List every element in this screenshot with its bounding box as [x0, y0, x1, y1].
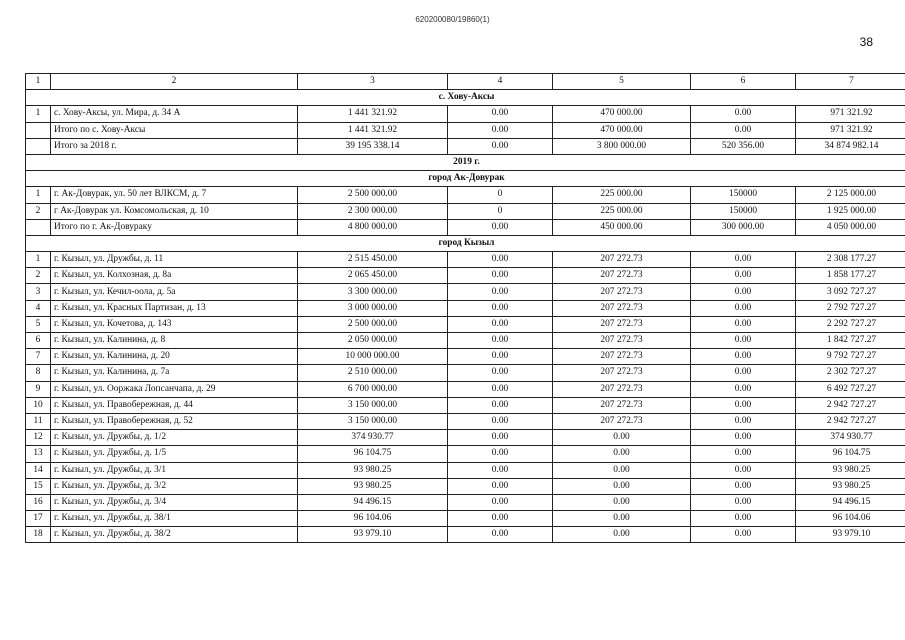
col4-cell: 0.00 [448, 300, 553, 316]
col7-cell: 6 492 727.27 [796, 381, 905, 397]
col4-cell: 0 [448, 203, 553, 219]
col4-cell: 0.00 [448, 349, 553, 365]
section-row [26, 171, 905, 187]
col5-cell: 207 272.73 [553, 333, 691, 349]
row-number-cell: 1 [26, 106, 51, 122]
col6-cell: 0.00 [691, 300, 796, 316]
col5-cell: 0.00 [553, 462, 691, 478]
table-row [26, 430, 905, 446]
col4-cell: 0.00 [448, 462, 553, 478]
table-row [26, 349, 905, 365]
col4-cell: 0.00 [448, 413, 553, 429]
address-cell: с. Хову-Аксы, ул. Мира, д. 34 А [51, 106, 298, 122]
table-row [26, 527, 905, 543]
table-row [26, 462, 905, 478]
col5-cell: 225 000.00 [553, 203, 691, 219]
address-cell: г. Кызыл, ул. Дружбы, д. 3/1 [51, 462, 298, 478]
col3-cell: 1 441 321.92 [298, 106, 448, 122]
col3-cell: 39 195 338.14 [298, 138, 448, 154]
page-number: 38 [859, 35, 873, 49]
address-cell: г. Кызыл, ул. Дружбы, д. 11 [51, 252, 298, 268]
col6-cell: 0.00 [691, 349, 796, 365]
row-number-cell: 9 [26, 381, 51, 397]
data-table [25, 73, 905, 543]
col7-cell: 4 050 000.00 [796, 219, 905, 235]
row-number-cell: 1 [26, 187, 51, 203]
col3-cell: 3 300 000.00 [298, 284, 448, 300]
row-number-cell [26, 219, 51, 235]
col3-cell: 96 104.06 [298, 511, 448, 527]
table-row [26, 316, 905, 332]
col6-cell: 0.00 [691, 413, 796, 429]
address-cell: г. Кызыл, ул. Кочетова, д. 143 [51, 316, 298, 332]
col3-cell: 1 441 321.92 [298, 122, 448, 138]
col7-cell: 96 104.75 [796, 446, 905, 462]
address-cell: г. Ак-Довурак, ул. 50 лет ВЛКСМ, д. 7 [51, 187, 298, 203]
col7-cell: 2 125 000.00 [796, 187, 905, 203]
header-row [26, 74, 905, 90]
col3-cell: 93 980.25 [298, 462, 448, 478]
col6-cell: 0.00 [691, 268, 796, 284]
col6-cell: 0.00 [691, 381, 796, 397]
col6-cell: 0.00 [691, 252, 796, 268]
address-cell: г. Кызыл, ул. Ооржака Лопсанчапа, д. 29 [51, 381, 298, 397]
address-cell: г. Кызыл, ул. Дружбы, д. 38/2 [51, 527, 298, 543]
row-number-cell: 3 [26, 284, 51, 300]
section-title: город Кызыл [26, 235, 905, 251]
table-row [26, 397, 905, 413]
row-number-cell: 14 [26, 462, 51, 478]
col6-cell: 0.00 [691, 527, 796, 543]
col5-cell: 0.00 [553, 527, 691, 543]
table-row [26, 300, 905, 316]
col5-cell: 207 272.73 [553, 252, 691, 268]
col4-cell: 0.00 [448, 268, 553, 284]
table-row [26, 478, 905, 494]
col3-cell: 2 500 000.00 [298, 316, 448, 332]
row-number-cell: 11 [26, 413, 51, 429]
col3-cell: 2 065 450.00 [298, 268, 448, 284]
col3-cell: 96 104.75 [298, 446, 448, 462]
row-number-cell: 17 [26, 511, 51, 527]
row-number-cell: 7 [26, 349, 51, 365]
table-row [26, 268, 905, 284]
col6-cell: 0.00 [691, 478, 796, 494]
col5-cell: 225 000.00 [553, 187, 691, 203]
table-row [26, 252, 905, 268]
col5-cell: 0.00 [553, 446, 691, 462]
col3-cell: 10 000 000.00 [298, 349, 448, 365]
col5-cell: 470 000.00 [553, 122, 691, 138]
address-cell: г. Кызыл, ул. Дружбы, д. 3/4 [51, 494, 298, 510]
col3-cell: 94 496.15 [298, 494, 448, 510]
table-row [26, 381, 905, 397]
col4-cell: 0.00 [448, 446, 553, 462]
col7-cell: 3 092 727.27 [796, 284, 905, 300]
table-row [26, 138, 905, 154]
section-row [26, 90, 905, 106]
row-number-cell: 2 [26, 268, 51, 284]
col7-cell: 2 308 177.27 [796, 252, 905, 268]
col6-cell: 0.00 [691, 284, 796, 300]
header-cell: 6 [691, 74, 796, 90]
col3-cell: 2 515 450.00 [298, 252, 448, 268]
address-cell: г. Кызыл, ул. Дружбы, д. 1/5 [51, 446, 298, 462]
col7-cell: 2 302 727.27 [796, 365, 905, 381]
header-cell: 4 [448, 74, 553, 90]
col7-cell: 93 980.25 [796, 462, 905, 478]
address-cell: г. Кызыл, ул. Калинина, д. 20 [51, 349, 298, 365]
col6-cell: 300 000.00 [691, 219, 796, 235]
col6-cell: 150000 [691, 203, 796, 219]
col4-cell: 0.00 [448, 138, 553, 154]
col6-cell: 150000 [691, 187, 796, 203]
col3-cell: 93 980.25 [298, 478, 448, 494]
col4-cell: 0.00 [448, 397, 553, 413]
address-cell: г. Кызыл, ул. Дружбы, д. 1/2 [51, 430, 298, 446]
section-row [26, 154, 905, 170]
col6-cell: 0.00 [691, 462, 796, 478]
col5-cell: 0.00 [553, 430, 691, 446]
col7-cell: 9 792 727.27 [796, 349, 905, 365]
col6-cell: 0.00 [691, 446, 796, 462]
row-number-cell: 16 [26, 494, 51, 510]
section-row [26, 235, 905, 251]
col6-cell: 0.00 [691, 365, 796, 381]
col7-cell: 94 496.15 [796, 494, 905, 510]
col7-cell: 971 321.92 [796, 122, 905, 138]
table-row [26, 494, 905, 510]
col5-cell: 0.00 [553, 494, 691, 510]
table-row [26, 413, 905, 429]
row-number-cell: 18 [26, 527, 51, 543]
address-cell: г. Кызыл, ул. Дружбы, д. 38/1 [51, 511, 298, 527]
col5-cell: 0.00 [553, 478, 691, 494]
header-cell: 2 [51, 74, 298, 90]
address-cell: Итого по с. Хову-Аксы [51, 122, 298, 138]
address-cell: Итого по г. Ак-Довураку [51, 219, 298, 235]
header-cell: 5 [553, 74, 691, 90]
table-row [26, 203, 905, 219]
col4-cell: 0.00 [448, 316, 553, 332]
col7-cell: 1 858 177.27 [796, 268, 905, 284]
col7-cell: 96 104.06 [796, 511, 905, 527]
col6-cell: 0.00 [691, 106, 796, 122]
row-number-cell: 6 [26, 333, 51, 349]
address-cell: г Ак-Довурак ул. Комсомольская, д. 10 [51, 203, 298, 219]
row-number-cell: 4 [26, 300, 51, 316]
col4-cell: 0.00 [448, 527, 553, 543]
col5-cell: 470 000.00 [553, 106, 691, 122]
table-row [26, 106, 905, 122]
col5-cell: 207 272.73 [553, 268, 691, 284]
row-number-cell: 13 [26, 446, 51, 462]
col7-cell: 374 930.77 [796, 430, 905, 446]
col7-cell: 93 979.10 [796, 527, 905, 543]
address-cell: г. Кызыл, ул. Калинина, д. 8 [51, 333, 298, 349]
col5-cell: 207 272.73 [553, 316, 691, 332]
col3-cell: 6 700 000.00 [298, 381, 448, 397]
col5-cell: 207 272.73 [553, 413, 691, 429]
table-row [26, 511, 905, 527]
row-number-cell: 12 [26, 430, 51, 446]
address-cell: г. Кызыл, ул. Красных Партизан, д. 13 [51, 300, 298, 316]
col3-cell: 3 000 000.00 [298, 300, 448, 316]
row-number-cell: 5 [26, 316, 51, 332]
col5-cell: 450 000.00 [553, 219, 691, 235]
col4-cell: 0.00 [448, 381, 553, 397]
col5-cell: 207 272.73 [553, 397, 691, 413]
col5-cell: 207 272.73 [553, 300, 691, 316]
col4-cell: 0.00 [448, 252, 553, 268]
header-cell: 3 [298, 74, 448, 90]
col5-cell: 3 800 000.00 [553, 138, 691, 154]
col3-cell: 93 979.10 [298, 527, 448, 543]
address-cell: Итого за 2018 г. [51, 138, 298, 154]
col3-cell: 2 510 000.00 [298, 365, 448, 381]
col4-cell: 0.00 [448, 333, 553, 349]
section-title: город Ак-Довурак [26, 171, 905, 187]
address-cell: г. Кызыл, ул. Калинина, д. 7а [51, 365, 298, 381]
col3-cell: 4 800 000.00 [298, 219, 448, 235]
col6-cell: 0.00 [691, 494, 796, 510]
col7-cell: 93 980.25 [796, 478, 905, 494]
col7-cell: 1 925 000.00 [796, 203, 905, 219]
col7-cell: 2 292 727.27 [796, 316, 905, 332]
col5-cell: 207 272.73 [553, 381, 691, 397]
header-cell: 7 [796, 74, 905, 90]
col5-cell: 207 272.73 [553, 284, 691, 300]
table-row [26, 187, 905, 203]
col4-cell: 0.00 [448, 430, 553, 446]
row-number-cell: 1 [26, 252, 51, 268]
col4-cell: 0.00 [448, 478, 553, 494]
col4-cell: 0.00 [448, 122, 553, 138]
table-row [26, 122, 905, 138]
col7-cell: 2 942 727.27 [796, 397, 905, 413]
col7-cell: 2 942 727.27 [796, 413, 905, 429]
col4-cell: 0.00 [448, 365, 553, 381]
col6-cell: 0.00 [691, 122, 796, 138]
section-title: с. Хову-Аксы [26, 90, 905, 106]
row-number-cell [26, 138, 51, 154]
col3-cell: 2 300 000.00 [298, 203, 448, 219]
col3-cell: 3 150 000.00 [298, 397, 448, 413]
col4-cell: 0.00 [448, 284, 553, 300]
address-cell: г. Кызыл, ул. Дружбы, д. 3/2 [51, 478, 298, 494]
table-row [26, 219, 905, 235]
col6-cell: 0.00 [691, 333, 796, 349]
col5-cell: 207 272.73 [553, 349, 691, 365]
col6-cell: 0.00 [691, 316, 796, 332]
col7-cell: 1 842 727.27 [796, 333, 905, 349]
section-title: 2019 г. [26, 154, 905, 170]
table-row [26, 446, 905, 462]
row-number-cell: 8 [26, 365, 51, 381]
col6-cell: 520 356.00 [691, 138, 796, 154]
address-cell: г. Кызыл, ул. Правобережная, д. 52 [51, 413, 298, 429]
address-cell: г. Кызыл, ул. Правобережная, д. 44 [51, 397, 298, 413]
col3-cell: 374 930.77 [298, 430, 448, 446]
col7-cell: 34 874 982.14 [796, 138, 905, 154]
col4-cell: 0.00 [448, 106, 553, 122]
col3-cell: 3 150 000.00 [298, 413, 448, 429]
col4-cell: 0.00 [448, 494, 553, 510]
col7-cell: 971 321.92 [796, 106, 905, 122]
header-cell: 1 [26, 74, 51, 90]
row-number-cell: 2 [26, 203, 51, 219]
col6-cell: 0.00 [691, 511, 796, 527]
document-id: 620200080/19860(1) [415, 15, 490, 24]
col5-cell: 0.00 [553, 511, 691, 527]
row-number-cell [26, 122, 51, 138]
table-row [26, 333, 905, 349]
row-number-cell: 15 [26, 478, 51, 494]
col7-cell: 2 792 727.27 [796, 300, 905, 316]
col6-cell: 0.00 [691, 397, 796, 413]
col6-cell: 0.00 [691, 430, 796, 446]
col4-cell: 0.00 [448, 511, 553, 527]
address-cell: г. Кызыл, ул. Колхозная, д. 8а [51, 268, 298, 284]
table-row [26, 365, 905, 381]
table-row [26, 284, 905, 300]
row-number-cell: 10 [26, 397, 51, 413]
col4-cell: 0.00 [448, 219, 553, 235]
col4-cell: 0 [448, 187, 553, 203]
col3-cell: 2 500 000.00 [298, 187, 448, 203]
address-cell: г. Кызыл, ул. Кечил-оола, д. 5а [51, 284, 298, 300]
col5-cell: 207 272.73 [553, 365, 691, 381]
col3-cell: 2 050 000.00 [298, 333, 448, 349]
